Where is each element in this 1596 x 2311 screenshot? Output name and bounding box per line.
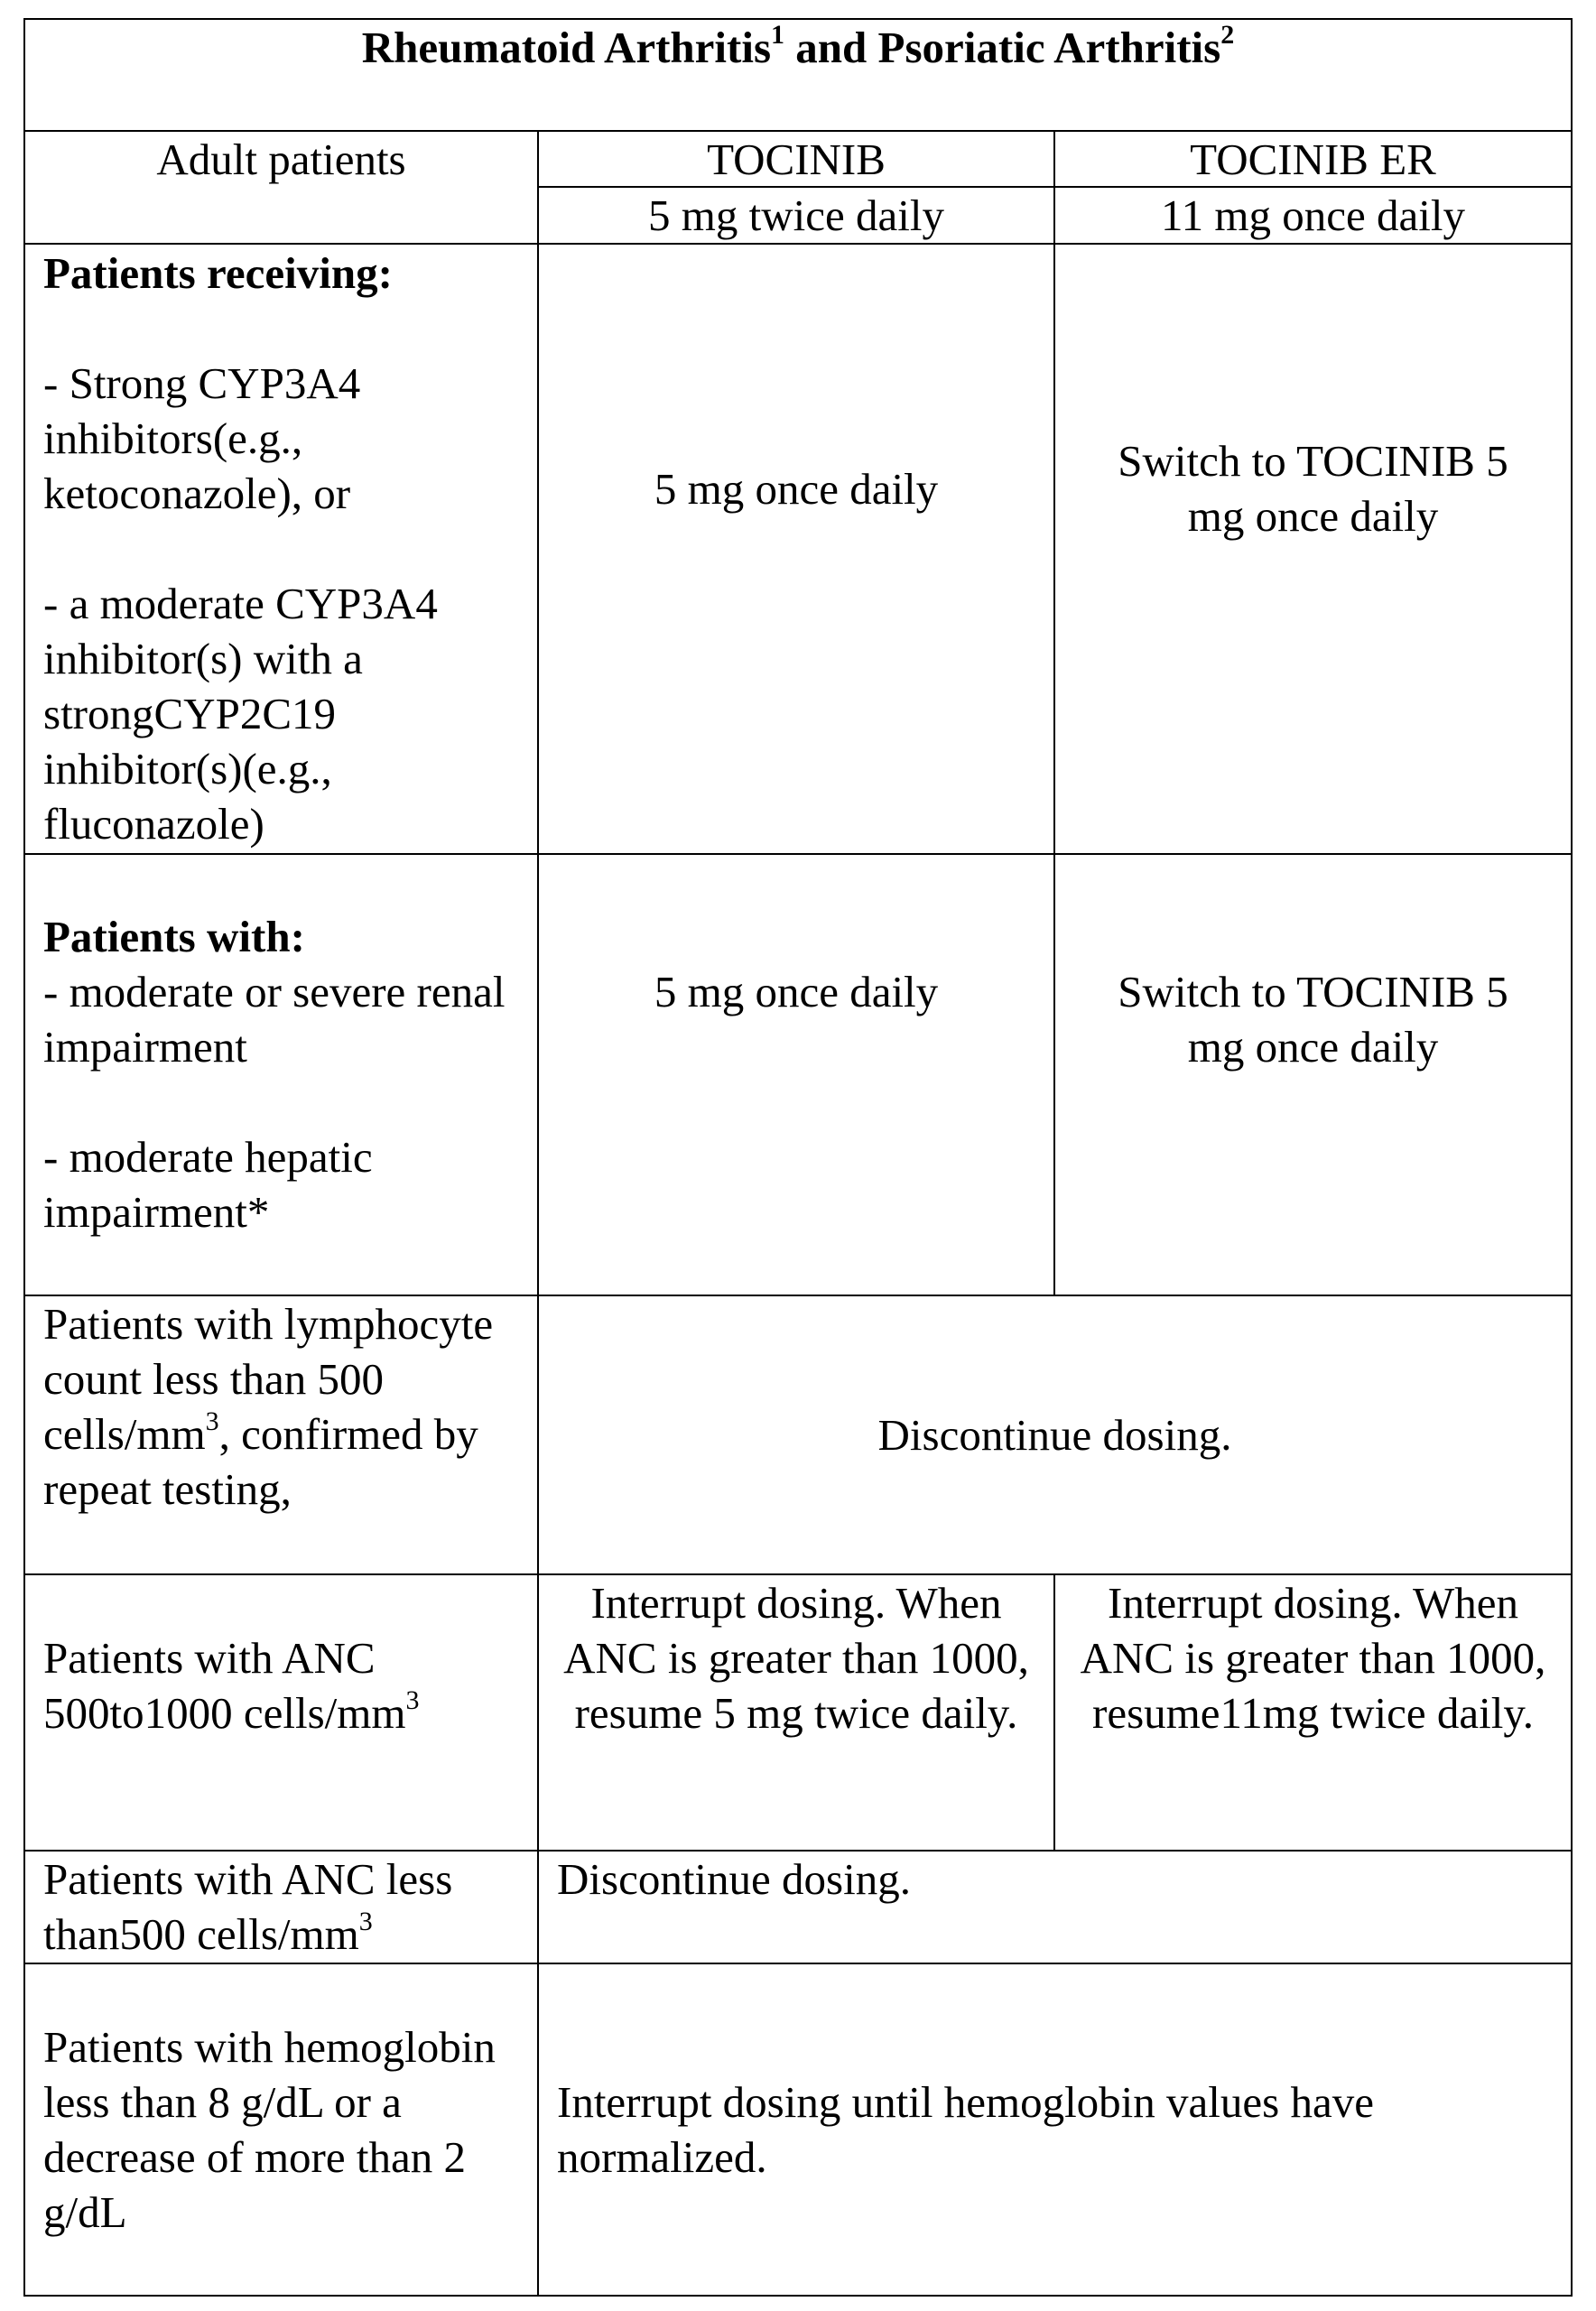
label-text: Patients with lymphocyte count less than 500 cells/mm: [43, 1299, 494, 1459]
header-drug2-name: TOCINIB ER: [1190, 135, 1436, 184]
superscript: 3: [358, 1906, 373, 1936]
row-hemoglobin-label: Patients with hemoglobin less than 8 g/dL or a decrease of more than 2 g/dL: [43, 2022, 496, 2237]
row-item: - Strong CYP3A4 inhibitors(e.g., ketoconazole), or: [43, 358, 361, 518]
row-lymphocyte-action: Discontinue dosing.: [877, 1410, 1232, 1460]
row-anc-500-1000-drug2: Interrupt dosing. When ANC is greater than 1000, resume11mg twice daily.: [1080, 1578, 1546, 1738]
row-anc-500-1000-label: [43, 1630, 513, 1740]
row-heading: Patients receiving:: [43, 248, 393, 298]
row-anc-below-500-label: [43, 1852, 513, 1962]
row-impairment-drug1: 5 mg once daily: [654, 967, 939, 1016]
row-heading: Patients with:: [43, 912, 305, 961]
title-part-2: and Psoriatic Arthritis: [784, 23, 1221, 72]
header-drug1-dose: 5 mg twice daily: [648, 190, 944, 240]
superscript: 3: [405, 1685, 420, 1715]
title-part-1: Rheumatoid Arthritis: [361, 23, 772, 72]
row-anc-below-500-action: Discontinue dosing.: [557, 1854, 911, 1904]
header-population: Adult patients: [156, 135, 406, 184]
footnote-ref-1: 1: [771, 19, 785, 50]
row-item: - moderate or severe renal impairment: [43, 967, 506, 1072]
dose-text: Switch to TOCINIB 5 mg once daily: [1118, 436, 1508, 541]
footnote-ref-2: 2: [1220, 19, 1235, 50]
label-text: Patients with ANC less than500 cells/mm: [43, 1854, 453, 1959]
row-item: - a moderate CYP3A4 inhibitor(s) with a strongCYP2C19 inhibitor(s)(e.g., fluconazole): [43, 579, 438, 849]
superscript: 3: [205, 1406, 219, 1436]
label-text: , confirmed by repeat testing,: [43, 1409, 478, 1514]
row-hemoglobin-action: Interrupt dosing until hemoglobin values have normalized.: [557, 2077, 1374, 2182]
header-drug1-name: TOCINIB: [707, 135, 886, 184]
row-impairment-label: [43, 909, 513, 1239]
row-impairment-drug2: Switch to TOCINIB 5 mg once daily: [1118, 967, 1508, 1072]
row-cyp-inhibitors-drug1: [539, 245, 1053, 786]
dose-text: 5 mg once daily: [654, 463, 939, 514]
row-lymphocyte-label: [43, 1296, 513, 1517]
row-cyp-inhibitors-label: [43, 246, 513, 851]
row-cyp-inhibitors-drug2: [1055, 245, 1571, 786]
table-title: [25, 20, 1571, 75]
row-item: - moderate hepatic impairment*: [43, 1132, 373, 1237]
label-text: Patients with ANC 500to1000 cells/mm: [43, 1633, 406, 1738]
header-drug2-dose: 11 mg once daily: [1160, 190, 1466, 240]
row-anc-500-1000-drug1: Interrupt dosing. When ANC is greater than 1000, resume 5 mg twice daily.: [563, 1578, 1029, 1738]
